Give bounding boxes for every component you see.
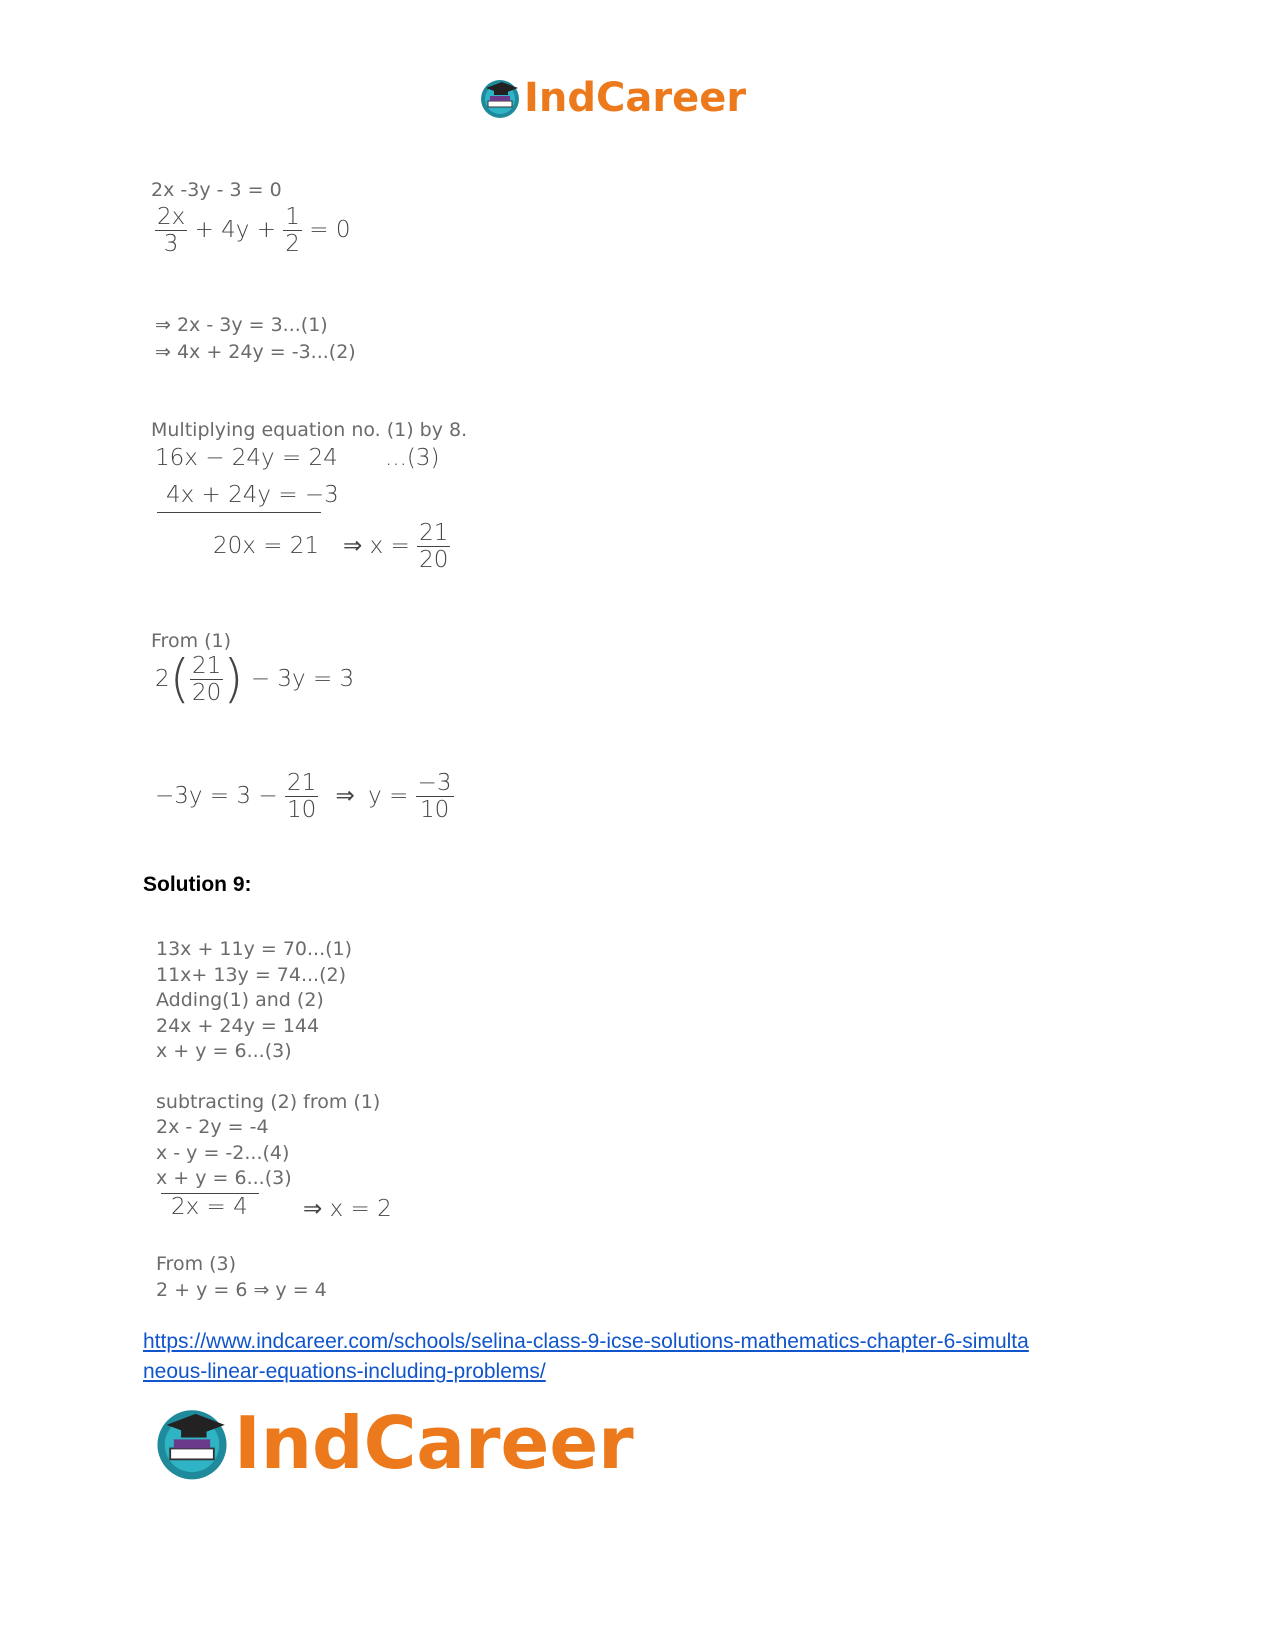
fraction-numerator: −3 [417,770,452,796]
from-1-text: From (1) [151,630,232,652]
implies-arrow-icon: ⇒ [155,341,171,363]
solution-9-line: x - y = -2...(4) [156,1142,290,1164]
x-result [343,520,450,573]
solution-9-sum: 2x = 4 [171,1194,248,1220]
graduation-cap-book-icon [152,1403,232,1483]
sum-divider [157,512,321,513]
y-solve-equation [155,770,454,823]
solution-9-final: 2 + y = 6 ⇒ y = 4 [156,1279,327,1301]
fraction [283,204,302,257]
header-logo-text: IndCareer [524,75,747,121]
solution-9-heading: Solution 9: [143,873,252,896]
x-result-lhs: ⇒ x = [343,533,410,559]
solution-9-x-result: ⇒ x = 2 [303,1196,392,1222]
substitution-rest: − 3y = 3 [250,666,355,692]
step-1-text: 2x - 3y = 3...(1) [176,314,328,336]
fraction-denominator: 3 [163,231,179,257]
fraction-denominator: 20 [191,680,222,706]
solution-9-line: 11x+ 13y = 74...(2) [156,964,347,986]
solution-9-line: 2x - 2y = -4 [156,1116,269,1138]
fraction [155,204,187,257]
fraction-denominator: 10 [286,797,317,823]
solution-9-line: subtracting (2) from (1) [156,1091,381,1113]
equation-3-tag: ...(3) [385,445,440,471]
y-result-lhs: y = [368,783,409,809]
step-2 [155,339,356,365]
solution-9-line: 24x + 24y = 144 [156,1015,320,1037]
fraction-numerator: 2x [157,204,186,230]
graduation-cap-book-icon [478,76,522,120]
left-paren: ( [169,649,190,710]
equation-3: 16x − 24y = 24 [155,445,338,471]
fraction-denominator: 2 [285,231,300,257]
from-3-text: From (3) [156,1253,237,1275]
step-2-text: 4x + 24y = -3...(2) [176,341,356,363]
substitution-equation [155,649,355,710]
solution-9-line: x + y = 6...(3) [156,1040,292,1062]
fraction [190,653,223,706]
equation-b-rhs: = 0 [309,217,351,243]
sum-equation: 20x = 21 [213,533,320,559]
fraction-numerator: 21 [191,653,222,679]
fraction [416,770,454,823]
solution-9-line: Adding(1) and (2) [156,989,324,1011]
fraction-numerator: 1 [285,204,300,230]
solution-9-line: x + y = 6...(3) [156,1167,292,1189]
solution-9-line: 13x + 11y = 70...(1) [156,938,353,960]
fraction-numerator: 21 [419,520,449,546]
header-logo [478,72,746,124]
source-link-line-2[interactable]: neous-linear-equations-including-problems/ [143,1360,546,1383]
source-link[interactable] [143,1327,1103,1387]
fraction-denominator: 10 [419,797,450,823]
step-1 [155,312,328,338]
right-paren: ) [223,649,244,710]
equation-2-rewrite: 4x + 24y = −3 [166,482,339,508]
fraction-numerator: 21 [286,770,317,796]
footer-logo [152,1398,634,1488]
footer-logo-text: IndCareer [234,1401,634,1485]
equation-b-middle: + 4y + [194,217,276,243]
implies-arrow-icon: ⇒ [155,314,171,336]
y-solve-lhs: −3y = 3 − [155,783,278,809]
equation-a: 2x -3y - 3 = 0 [151,179,282,201]
source-link-line-1[interactable]: https://www.indcareer.com/schools/selina-class-9-icse-solutions-mathematics-chapter-6-simulta [143,1330,1029,1353]
multiplying-text: Multiplying equation no. (1) by 8. [151,419,468,441]
fraction-denominator: 20 [419,547,449,573]
implies-arrow-icon: ⇒ [335,783,355,809]
fraction [417,520,450,573]
coefficient: 2 [155,666,170,692]
equation-b [155,204,350,257]
fraction [285,770,318,823]
